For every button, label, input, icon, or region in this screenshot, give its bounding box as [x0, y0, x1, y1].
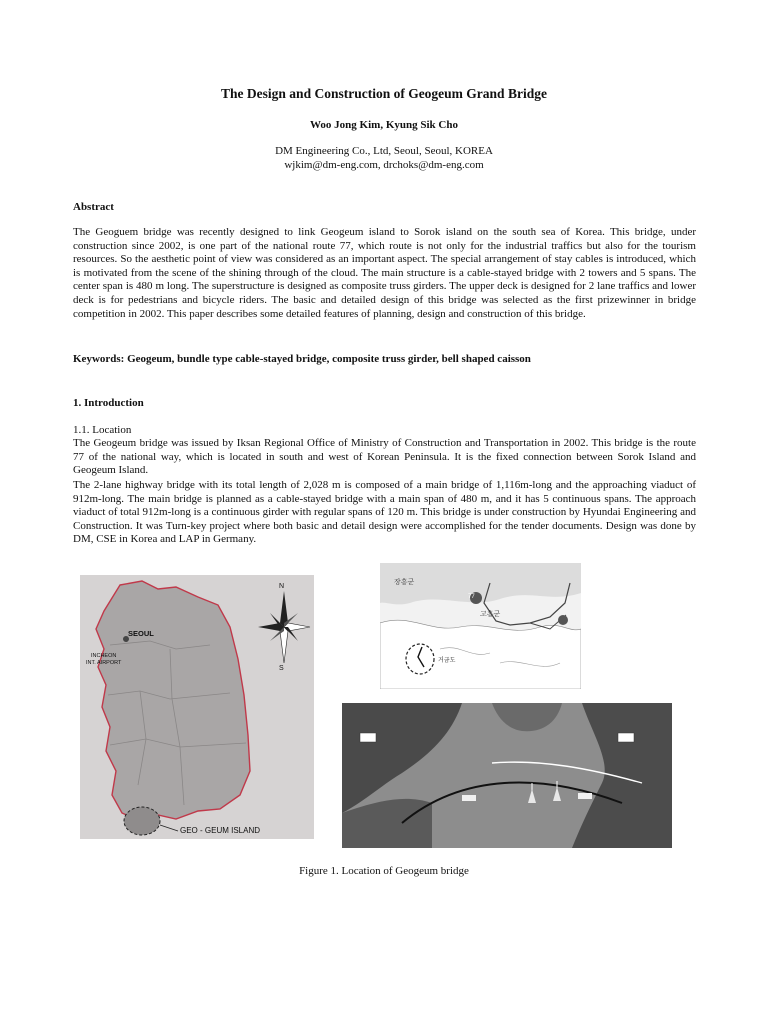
- paper-title: The Design and Construction of Geogeum Grand Bridge: [221, 86, 547, 101]
- korea-map-graphic: [80, 575, 314, 839]
- regional-map-figure: [380, 563, 581, 689]
- affiliation: DM Engineering Co., Ltd, Seoul, Seoul, KOREA: [275, 145, 493, 157]
- island-highlight: [124, 807, 160, 835]
- figure-caption: Figure 1. Location of Geogeum bridge: [299, 865, 469, 877]
- seoul-label: SEOUL: [128, 629, 154, 638]
- author-emails: wjkim@dm-eng.com, drchoks@dm-eng.com: [284, 159, 484, 171]
- aerial-photo-graphic: [342, 703, 672, 848]
- korea-map-figure: [80, 575, 314, 839]
- incheon-label-line1: INCHEON: [90, 653, 117, 659]
- abstract-text: The Geoguem bridge was recently designed to link Geogeum island to Sorok island on the south sea of Korea. This bridge, under construction since 2002, is one part of the national route 77, which route is not only for the industrial traffics but also for the tourism resources. So the aesthetic point of view was considered as an important aspect. The special arrangement of stay cables is introduced, which is motivated from the scene of the shining through of the cloud. The main structure is a cable-stayed bridge with 2 towers and 5 spans. The center span is 480 m long. The superstructure is designed as composite truss girders. The upper deck is designed for 2 lane traffics and lower deck is for pedestrians and bicycle riders. The basic and detailed design of this bridge was selected as the first prizewinner in bridge competition in 2002. This paper describes some detailed features of planning, design and construction of this bridge.: [73, 226, 696, 320]
- section-heading-introduction: 1. Introduction: [73, 397, 144, 409]
- compass-south-label: S: [279, 665, 284, 672]
- island-label: GEO - GEUM ISLAND: [180, 826, 261, 835]
- aerial-photo-figure: [342, 703, 672, 848]
- paper-authors: Woo Jong Kim, Kyung Sik Cho: [310, 119, 458, 131]
- region-label-1: 장흥군: [394, 578, 415, 586]
- incheon-label: [86, 653, 121, 667]
- affiliation-block: [0, 144, 768, 172]
- region-label-3: 거금도: [438, 657, 456, 664]
- compass-north-label: N: [279, 583, 285, 590]
- keywords: Keywords: Geogeum, bundle type cable-stayed bridge, composite truss girder, bell shaped caisson: [73, 353, 531, 365]
- region-label-2: 고흥군: [480, 610, 501, 618]
- intro-paragraph-2: The 2-lane highway bridge with its total length of 2,028 m is composed of a main bridge of 1,116m-long and the approaching viaduct of 912m-long. The main bridge is planned as a cable-stayed bridge with a main span of 480 m, and it has 5 continuous spans. The approach viaduct of total 912m-long is a continuous girder with regular spans of 120 m. This bridge is under construction by Hyundai Engineering and Construction. It was Turn-key project where both basic and detail design were accomplished for the tender documents. Design was done by DM, CSE in Korea and LAP in Germany.: [73, 479, 696, 546]
- incheon-label-line2: INT. AIRPORT: [86, 660, 122, 666]
- subsection-heading-location: 1.1. Location: [73, 424, 132, 436]
- abstract-heading: Abstract: [73, 201, 114, 213]
- route-label: 77: [468, 594, 475, 600]
- intro-paragraph-1: The Geogeum bridge was issued by Iksan Regional Office of Ministry of Construction and Transportation in 2002. This bridge is the route 77 of the national way, which is located in south and west of Korean Peninsula. It is the fixed connection between Sorok Island and Geogeum Island.: [73, 437, 696, 477]
